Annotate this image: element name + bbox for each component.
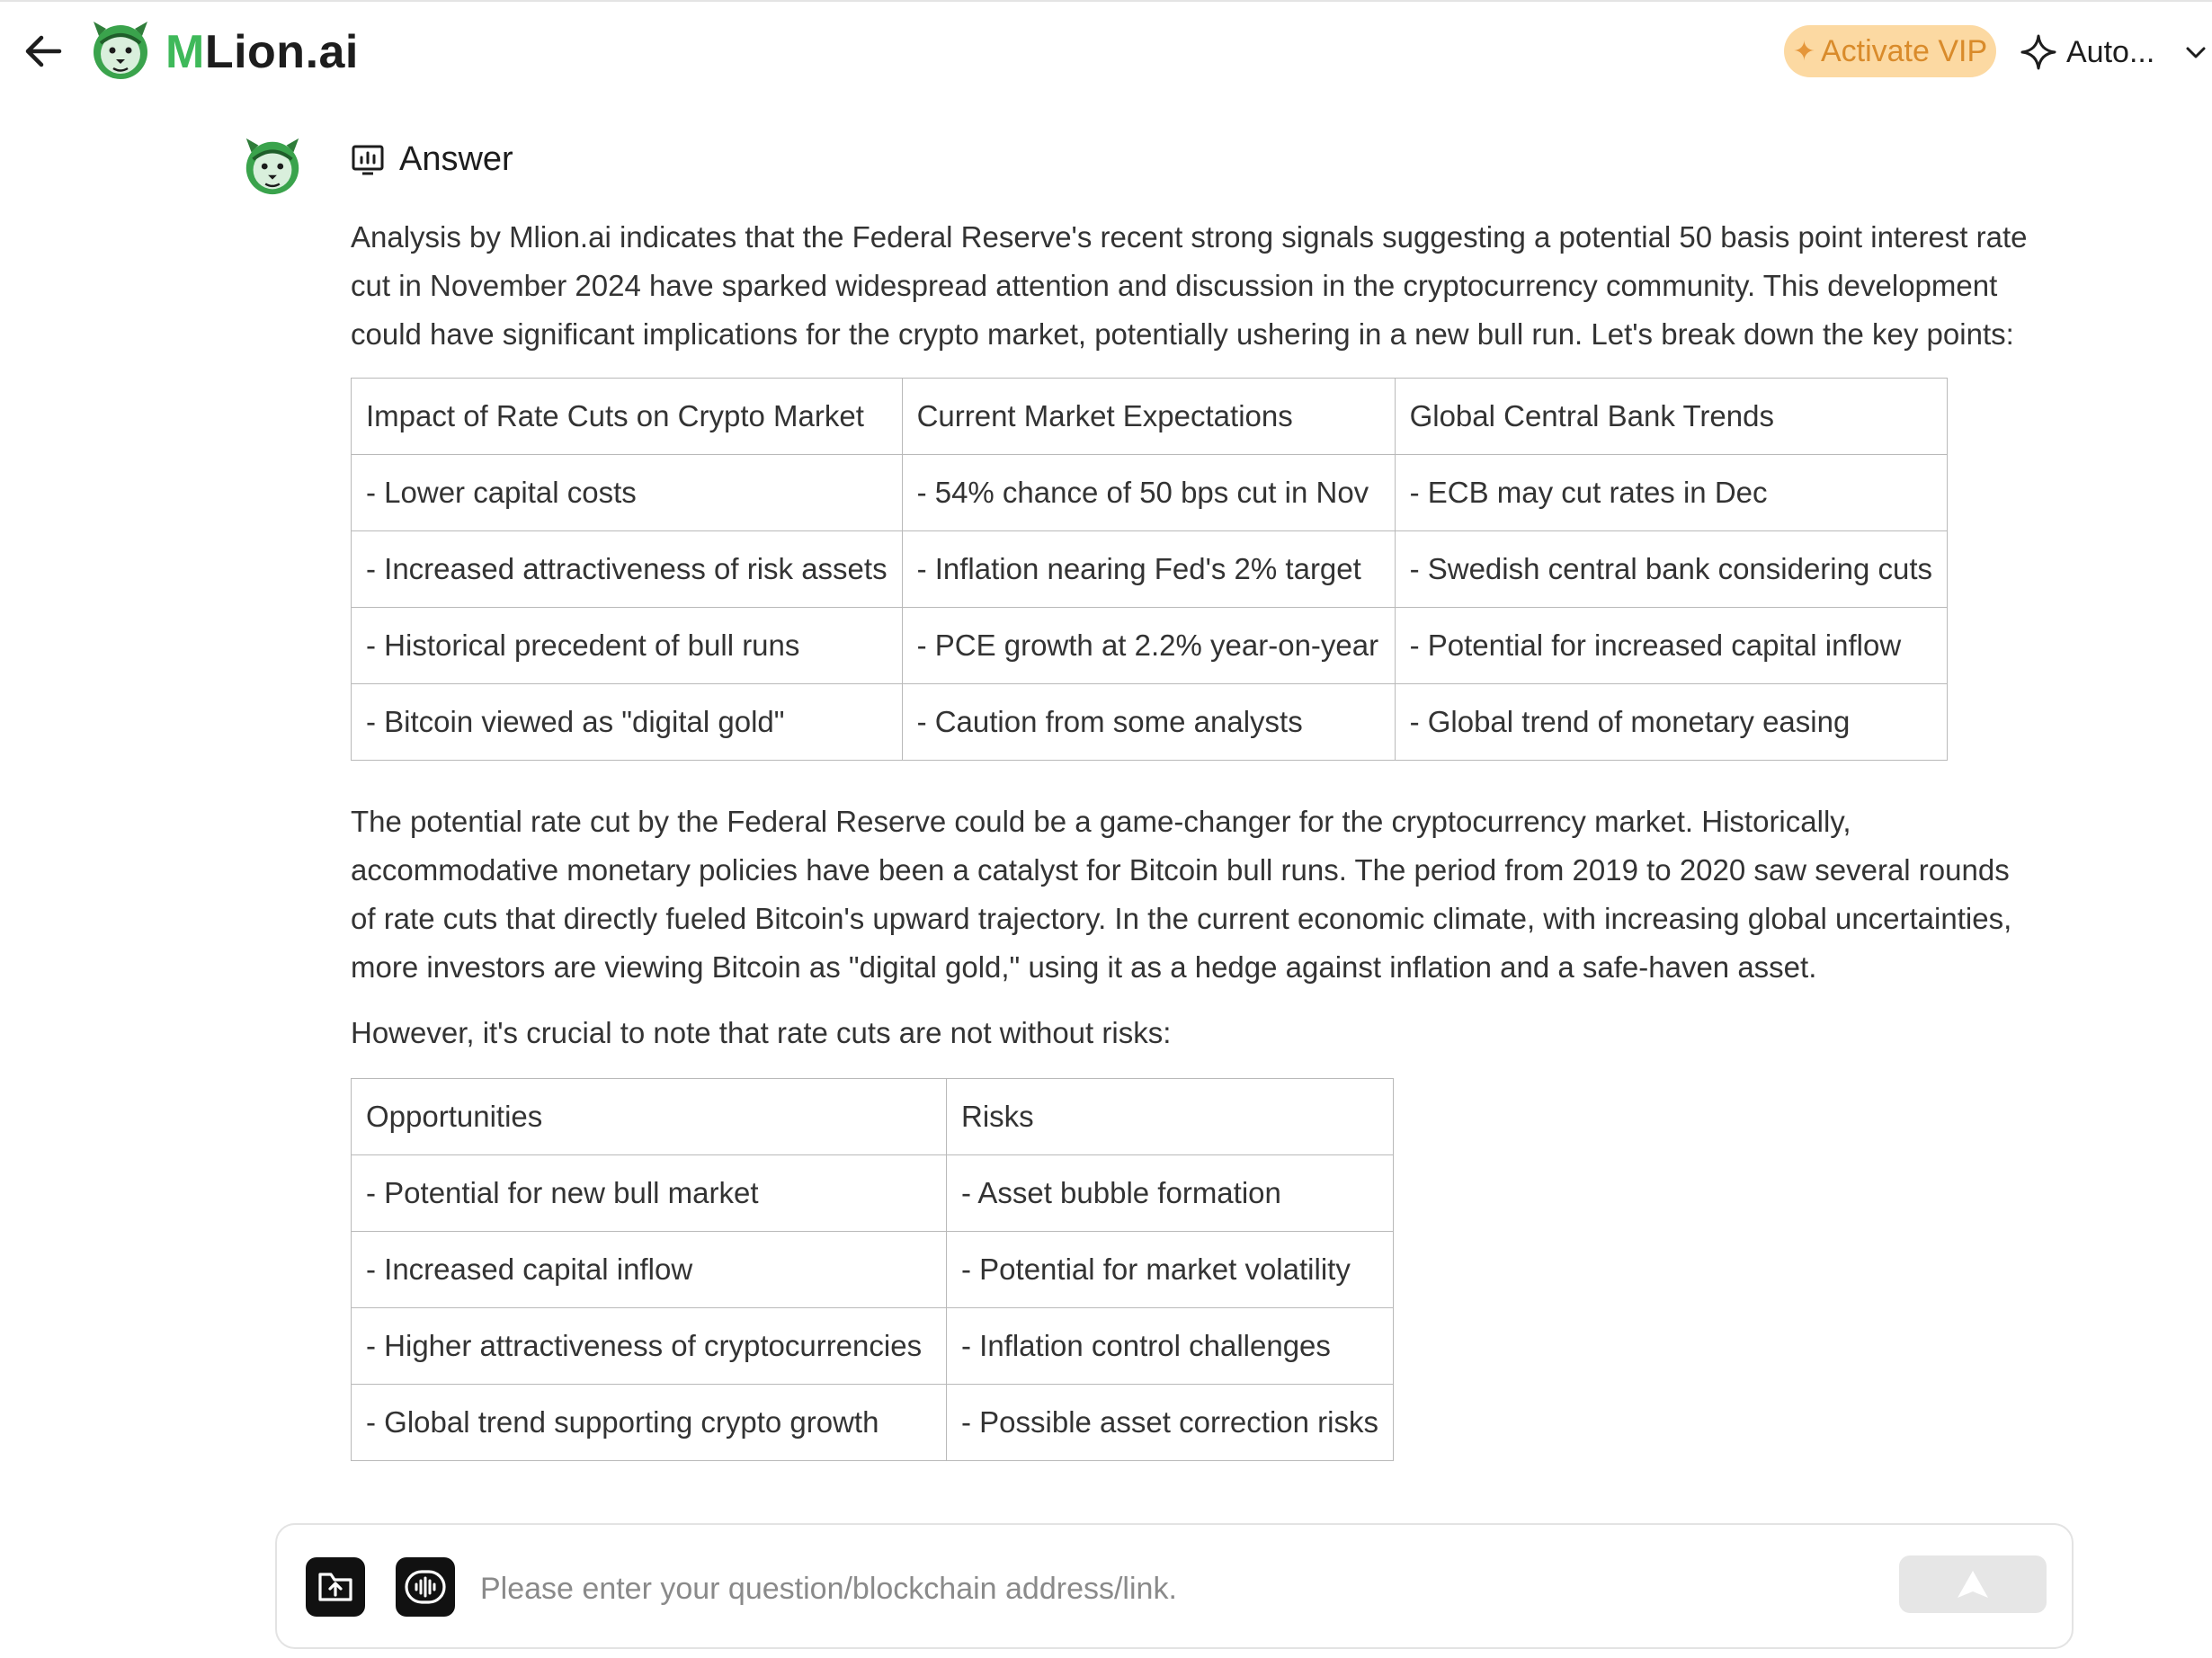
voice-icon: [403, 1564, 448, 1609]
answer-title: Answer: [399, 140, 513, 178]
table-header-cell: Opportunities: [352, 1079, 947, 1155]
table-cell: - Caution from some analysts: [902, 684, 1395, 761]
table-cell: - Potential for new bull market: [352, 1155, 947, 1232]
table-cell: - Increased attractiveness of risk assets: [352, 531, 903, 608]
table-cell: - PCE growth at 2.2% year-on-year: [902, 608, 1395, 684]
impact-table: [351, 378, 1948, 761]
table-cell: - Inflation nearing Fed's 2% target: [902, 531, 1395, 608]
upload-icon: [316, 1567, 355, 1607]
table-row: [352, 1232, 1394, 1308]
table-cell: - Potential for increased capital inflow: [1395, 608, 1947, 684]
send-arrow-icon: [1955, 1569, 1991, 1600]
table-cell: - 54% chance of 50 bps cut in Nov: [902, 455, 1395, 531]
table-header-row: [352, 379, 1948, 455]
table-header-cell: Global Central Bank Trends: [1395, 379, 1947, 455]
answer-heading: [351, 140, 513, 179]
table-row: [352, 608, 1948, 684]
lion-logo-icon: [86, 16, 155, 85]
table-cell: - Global trend of monetary easing: [1395, 684, 1947, 761]
table-cell: - Higher attractiveness of cryptocurrencies: [352, 1308, 947, 1385]
upload-button[interactable]: [306, 1557, 365, 1617]
question-input-bar: [275, 1523, 2074, 1649]
table-row: [352, 1385, 1394, 1461]
analysis-paragraph: The potential rate cut by the Federal Reserve could be a game-changer for the cryptocurrency market. Historically, accommodative monetary policies have been a catalyst for Bitcoin bull runs. The period from 2019 to 2020 saw several rounds of rate cuts that directly fueled Bitcoin's upward trajectory. In the current economic climate, with increasing global uncertainties, more investors are viewing Bitcoin as "digital gold," using it as a hedge against inflation and a safe-haven asset.: [351, 805, 2012, 984]
vip-label: Activate VIP: [1820, 33, 1988, 68]
top-divider: [0, 0, 2212, 2]
table-row: [352, 1155, 1394, 1232]
table-cell: - Asset bubble formation: [947, 1155, 1394, 1232]
table-cell: - Bitcoin viewed as "digital gold": [352, 684, 903, 761]
table-header-row: [352, 1079, 1394, 1155]
assistant-avatar: [239, 133, 306, 200]
table-cell: - Inflation control challenges: [947, 1308, 1394, 1385]
table-header-cell: Current Market Expectations: [902, 379, 1395, 455]
table-cell: - Increased capital inflow: [352, 1232, 947, 1308]
mode-label: Auto...: [2066, 34, 2155, 69]
table-row: [352, 531, 1948, 608]
table-header-cell: Impact of Rate Cuts on Crypto Market: [352, 379, 903, 455]
sparkle-icon: [2020, 33, 2057, 71]
intro-paragraph: Analysis by Mlion.ai indicates that the Federal Reserve's recent strong signals suggesting a potential 50 basis point interest rate cut in November 2024 have sparked widespread attention and discussion in the cryptocurrency community. This development could have significant implications for the crypto market, potentially ushering in a new bull run. Let's break down the key points:: [351, 220, 2028, 351]
table-header-cell: Risks: [947, 1079, 1394, 1155]
table-cell: - ECB may cut rates in Dec: [1395, 455, 1947, 531]
table-cell: - Global trend supporting crypto growth: [352, 1385, 947, 1461]
risks-intro-paragraph: However, it's crucial to note that rate cuts are not without risks:: [351, 1016, 1172, 1049]
voice-button[interactable]: [396, 1557, 455, 1617]
chart-icon: [351, 143, 385, 177]
table-cell: - Swedish central bank considering cuts: [1395, 531, 1947, 608]
table-row: [352, 1308, 1394, 1385]
table-cell: - Potential for market volatility: [947, 1232, 1394, 1308]
mode-selector[interactable]: [2020, 27, 2208, 77]
brand-prefix: M: [165, 26, 205, 78]
table-row: [352, 455, 1948, 531]
sparkle-icon: ✦: [1792, 36, 1815, 67]
table-cell: - Historical precedent of bull runs: [352, 608, 903, 684]
table-row: [352, 684, 1948, 761]
table-cell: - Possible asset correction risks: [947, 1385, 1394, 1461]
brand-rest: Lion.ai: [204, 26, 359, 78]
back-button[interactable]: [20, 27, 68, 76]
back-arrow-icon: [20, 27, 68, 76]
brand-name: [165, 22, 359, 83]
table-cell: - Lower capital costs: [352, 455, 903, 531]
chevron-down-icon: [2183, 40, 2208, 65]
question-input[interactable]: [478, 1557, 2145, 1620]
send-button[interactable]: [1899, 1555, 2047, 1613]
opportunities-risks-table: [351, 1078, 1394, 1461]
activate-vip-button[interactable]: [1784, 25, 1996, 77]
